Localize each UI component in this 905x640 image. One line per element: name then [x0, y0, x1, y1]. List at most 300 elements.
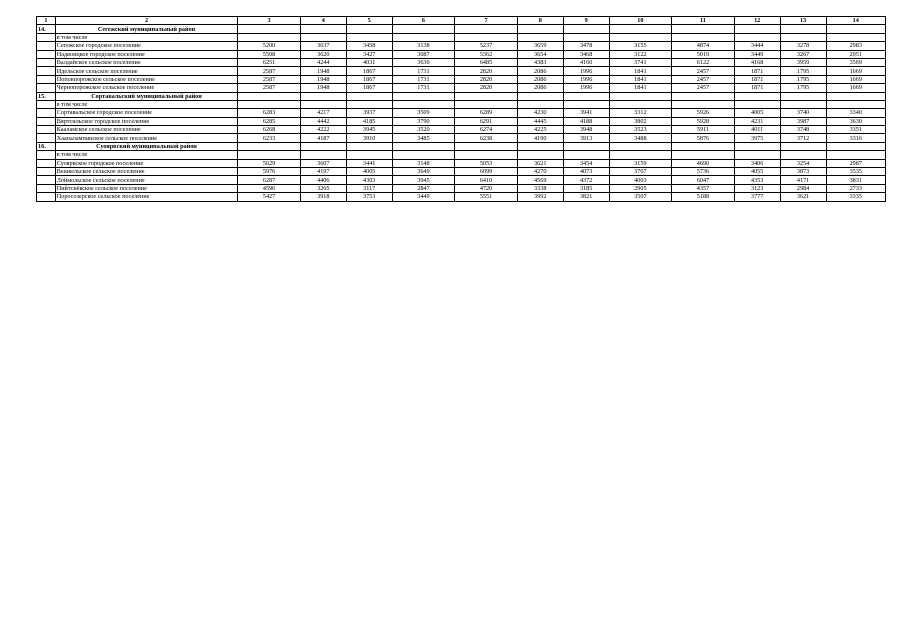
value-cell: 3913	[563, 134, 609, 142]
value-cell: 6099	[455, 168, 518, 176]
empty-cell	[392, 142, 455, 150]
value-cell: 4188	[563, 117, 609, 125]
value-cell: 2820	[455, 75, 518, 83]
value-cell: 5237	[455, 42, 518, 50]
value-cell: 3122	[609, 50, 672, 58]
district-title: Сортавальский муниципальный район	[55, 92, 238, 100]
value-cell: 1867	[346, 84, 392, 92]
settlement-name: Кааламское сельское поселение	[55, 126, 238, 134]
empty-cell	[734, 151, 780, 159]
empty-cell	[455, 142, 518, 150]
value-cell: 5362	[455, 50, 518, 58]
value-cell: 3712	[780, 134, 826, 142]
value-cell: 3155	[609, 42, 672, 50]
value-cell: 5029	[238, 159, 301, 167]
column-header: 6	[392, 17, 455, 25]
value-cell: 3159	[609, 159, 672, 167]
value-cell: 4225	[517, 126, 563, 134]
value-cell: 3607	[300, 159, 346, 167]
value-cell: 6122	[672, 58, 735, 66]
empty-cell	[37, 151, 56, 159]
value-cell: 5019	[672, 50, 735, 58]
settlement-name: Лоймольское сельское поселение	[55, 176, 238, 184]
empty-cell	[780, 33, 826, 41]
value-cell: 3117	[346, 184, 392, 192]
value-cell: 6268	[238, 126, 301, 134]
table-row	[37, 184, 886, 192]
value-cell: 5551	[455, 193, 518, 201]
value-cell: 1996	[563, 75, 609, 83]
value-cell: 3945	[346, 126, 392, 134]
empty-cell	[826, 142, 885, 150]
value-cell: 1841	[609, 67, 672, 75]
empty-cell	[392, 33, 455, 41]
empty-cell	[238, 92, 301, 100]
value-cell: 1996	[563, 67, 609, 75]
value-cell: 4720	[455, 184, 518, 192]
district-row	[37, 25, 886, 33]
value-cell: 4187	[300, 134, 346, 142]
value-cell: 3316	[826, 134, 885, 142]
empty-cell	[37, 176, 56, 184]
value-cell: 1795	[780, 67, 826, 75]
value-cell: 3620	[300, 50, 346, 58]
empty-cell	[392, 151, 455, 159]
value-cell: 6251	[238, 58, 301, 66]
empty-cell	[37, 67, 56, 75]
value-cell: 3427	[346, 50, 392, 58]
value-cell: 2457	[672, 75, 735, 83]
value-cell: 3468	[563, 50, 609, 58]
value-cell: 2984	[780, 184, 826, 192]
empty-cell	[300, 100, 346, 108]
empty-cell	[37, 33, 56, 41]
value-cell: 3458	[346, 42, 392, 50]
value-cell: 5508	[238, 50, 301, 58]
empty-cell	[563, 25, 609, 33]
value-cell: 1871	[734, 75, 780, 83]
value-cell: 2587	[238, 75, 301, 83]
column-header: 4	[300, 17, 346, 25]
value-cell: 3278	[780, 42, 826, 50]
value-cell: 1731	[392, 75, 455, 83]
value-cell: 3509	[392, 109, 455, 117]
empty-cell	[517, 151, 563, 159]
value-cell: 1669	[826, 75, 885, 83]
value-cell: 3937	[346, 109, 392, 117]
column-header: 9	[563, 17, 609, 25]
header-row	[37, 17, 886, 25]
value-cell: 4011	[734, 126, 780, 134]
empty-cell	[734, 100, 780, 108]
value-cell: 2587	[238, 84, 301, 92]
empty-cell	[826, 25, 885, 33]
empty-cell	[455, 151, 518, 159]
value-cell: 3406	[734, 159, 780, 167]
empty-cell	[734, 25, 780, 33]
column-header: 7	[455, 17, 518, 25]
column-header: 1	[37, 17, 56, 25]
empty-cell	[37, 75, 56, 83]
table-row	[37, 50, 886, 58]
value-cell: 3485	[392, 134, 455, 142]
empty-cell	[455, 92, 518, 100]
value-cell: 2086	[517, 75, 563, 83]
empty-cell	[238, 100, 301, 108]
empty-cell	[37, 184, 56, 192]
value-cell: 3741	[609, 58, 672, 66]
empty-cell	[826, 33, 885, 41]
value-cell: 2951	[826, 50, 885, 58]
subtitle-label: в том числе	[55, 151, 238, 159]
value-cell: 1731	[392, 84, 455, 92]
value-cell: 6283	[238, 109, 301, 117]
value-cell: 1731	[392, 67, 455, 75]
value-cell: 6289	[455, 109, 518, 117]
value-cell: 3087	[392, 50, 455, 58]
value-cell: 4231	[734, 117, 780, 125]
district-number: 14.	[37, 25, 56, 33]
table-row	[37, 117, 886, 125]
value-cell: 3338	[517, 184, 563, 192]
empty-cell	[455, 25, 518, 33]
district-title: Сегежский муниципальный район	[55, 25, 238, 33]
value-cell: 4690	[672, 159, 735, 167]
settlement-name: Сортавальское городское поселение	[55, 109, 238, 117]
value-cell: 3138	[392, 42, 455, 50]
column-header: 13	[780, 17, 826, 25]
settlement-name: Вяртсильское городское поселение	[55, 117, 238, 125]
settlement-name: Суоярвское городское поселение	[55, 159, 238, 167]
empty-cell	[826, 92, 885, 100]
value-cell: 5053	[455, 159, 518, 167]
value-cell: 6047	[672, 176, 735, 184]
value-cell: 1841	[609, 84, 672, 92]
empty-cell	[609, 100, 672, 108]
empty-cell	[37, 100, 56, 108]
value-cell: 1669	[826, 67, 885, 75]
value-cell: 6233	[238, 134, 301, 142]
empty-cell	[346, 100, 392, 108]
settlement-name: Сегежское городское поселение	[55, 42, 238, 50]
value-cell: 4303	[346, 176, 392, 184]
value-cell: 2457	[672, 84, 735, 92]
column-header: 2	[55, 17, 238, 25]
value-cell: 3630	[826, 117, 885, 125]
value-cell: 3831	[826, 176, 885, 184]
column-header: 8	[517, 17, 563, 25]
value-cell: 4171	[780, 176, 826, 184]
table-row	[37, 134, 886, 142]
settlement-name: Вешкельское сельское поселение	[55, 168, 238, 176]
empty-cell	[346, 151, 392, 159]
empty-cell	[672, 100, 735, 108]
empty-cell	[517, 33, 563, 41]
value-cell: 3740	[780, 109, 826, 117]
empty-cell	[563, 151, 609, 159]
value-cell: 3312	[609, 109, 672, 117]
value-cell: 3753	[346, 193, 392, 201]
empty-cell	[37, 42, 56, 50]
empty-cell	[517, 92, 563, 100]
value-cell: 3523	[609, 126, 672, 134]
value-cell: 3748	[780, 126, 826, 134]
value-cell: 4874	[672, 42, 735, 50]
value-cell: 6274	[455, 126, 518, 134]
value-cell: 1948	[300, 67, 346, 75]
value-cell: 4372	[563, 176, 609, 184]
empty-cell	[609, 25, 672, 33]
empty-cell	[517, 142, 563, 150]
empty-cell	[455, 100, 518, 108]
value-cell: 3777	[734, 193, 780, 201]
empty-cell	[37, 109, 56, 117]
value-cell: 4005	[734, 109, 780, 117]
table-row	[37, 84, 886, 92]
value-cell: 5926	[672, 109, 735, 117]
value-cell: 5736	[672, 168, 735, 176]
column-header: 3	[238, 17, 301, 25]
empty-cell	[780, 142, 826, 150]
empty-cell	[672, 142, 735, 150]
value-cell: 3649	[392, 168, 455, 176]
value-cell: 3941	[563, 109, 609, 117]
value-cell: 2820	[455, 67, 518, 75]
value-cell: 5188	[672, 193, 735, 201]
value-cell: 4244	[300, 58, 346, 66]
value-cell: 3659	[517, 42, 563, 50]
empty-cell	[238, 33, 301, 41]
settlement-name: Хаапалампинское сельское поселение	[55, 134, 238, 142]
value-cell: 3975	[734, 134, 780, 142]
empty-cell	[346, 142, 392, 150]
value-cell: 1948	[300, 75, 346, 83]
column-header: 14	[826, 17, 885, 25]
value-cell: 1871	[734, 84, 780, 92]
value-cell: 4031	[346, 58, 392, 66]
district-number: 16.	[37, 142, 56, 150]
empty-cell	[37, 159, 56, 167]
value-cell: 3959	[780, 58, 826, 66]
settlement-name: Надвоицкое городское поселение	[55, 50, 238, 58]
value-cell: 2733	[826, 184, 885, 192]
empty-cell	[300, 25, 346, 33]
empty-cell	[826, 100, 885, 108]
value-cell: 4445	[517, 117, 563, 125]
table-row	[37, 168, 886, 176]
value-cell: 3520	[392, 126, 455, 134]
column-header: 11	[672, 17, 735, 25]
empty-cell	[346, 92, 392, 100]
empty-cell	[37, 193, 56, 201]
empty-cell	[563, 100, 609, 108]
value-cell: 3444	[734, 42, 780, 50]
table-row	[37, 58, 886, 66]
value-cell: 5427	[238, 193, 301, 201]
empty-cell	[563, 142, 609, 150]
value-cell: 2820	[455, 84, 518, 92]
value-cell: 3630	[392, 58, 455, 66]
empty-cell	[780, 151, 826, 159]
value-cell: 3621	[780, 193, 826, 201]
table-row	[37, 42, 886, 50]
value-cell: 4270	[517, 168, 563, 176]
empty-cell	[300, 33, 346, 41]
value-cell: 2847	[392, 184, 455, 192]
empty-cell	[238, 25, 301, 33]
table-row	[37, 67, 886, 75]
value-cell: 5928	[672, 117, 735, 125]
value-cell: 4357	[672, 184, 735, 192]
value-cell: 5976	[238, 168, 301, 176]
value-cell: 3449	[392, 193, 455, 201]
value-cell: 3254	[780, 159, 826, 167]
value-cell: 3351	[826, 126, 885, 134]
value-cell: 4442	[300, 117, 346, 125]
value-cell: 6291	[455, 117, 518, 125]
value-cell: 1871	[734, 67, 780, 75]
value-cell: 6287	[238, 176, 301, 184]
value-cell: 4353	[734, 176, 780, 184]
value-cell: 4168	[734, 58, 780, 66]
value-cell: 3340	[826, 109, 885, 117]
empty-cell	[455, 33, 518, 41]
value-cell: 3918	[300, 193, 346, 201]
value-cell: 3148	[392, 159, 455, 167]
empty-cell	[563, 33, 609, 41]
value-cell: 4230	[517, 109, 563, 117]
empty-cell	[392, 25, 455, 33]
value-cell: 3267	[780, 50, 826, 58]
empty-cell	[238, 142, 301, 150]
value-cell: 3945	[392, 176, 455, 184]
empty-cell	[563, 92, 609, 100]
empty-cell	[37, 58, 56, 66]
empty-cell	[780, 92, 826, 100]
value-cell: 2905	[609, 184, 672, 192]
column-header: 12	[734, 17, 780, 25]
district-title: Суоярвский муниципальный район	[55, 142, 238, 150]
settlement-name: Валдайское сельское поселение	[55, 58, 238, 66]
empty-cell	[780, 25, 826, 33]
value-cell: 3441	[346, 159, 392, 167]
table-row	[37, 193, 886, 201]
value-cell: 2587	[238, 67, 301, 75]
subtitle-row	[37, 33, 886, 41]
value-cell: 2457	[672, 67, 735, 75]
value-cell: 1867	[346, 75, 392, 83]
settlement-name: Чернопорожское сельское поселение	[55, 84, 238, 92]
empty-cell	[609, 151, 672, 159]
value-cell: 3569	[826, 58, 885, 66]
empty-cell	[672, 25, 735, 33]
tariff-table	[36, 16, 886, 202]
district-row	[37, 142, 886, 150]
value-cell: 3621	[517, 159, 563, 167]
empty-cell	[37, 134, 56, 142]
value-cell: 3335	[826, 193, 885, 201]
value-cell: 3185	[563, 184, 609, 192]
value-cell: 4217	[300, 109, 346, 117]
value-cell: 4406	[300, 176, 346, 184]
empty-cell	[609, 92, 672, 100]
value-cell: 2086	[517, 67, 563, 75]
value-cell: 1948	[300, 84, 346, 92]
empty-cell	[300, 151, 346, 159]
value-cell: 1669	[826, 84, 885, 92]
value-cell: 3948	[563, 126, 609, 134]
settlement-name: Пийтсиёкское сельское поселение	[55, 184, 238, 192]
empty-cell	[37, 117, 56, 125]
value-cell: 6285	[238, 117, 301, 125]
value-cell: 4383	[517, 58, 563, 66]
empty-cell	[609, 142, 672, 150]
empty-cell	[346, 33, 392, 41]
value-cell: 3802	[609, 117, 672, 125]
value-cell: 4596	[238, 184, 301, 192]
table-row	[37, 176, 886, 184]
value-cell: 3987	[780, 117, 826, 125]
value-cell: 3654	[517, 50, 563, 58]
empty-cell	[734, 92, 780, 100]
value-cell: 5200	[238, 42, 301, 50]
value-cell: 6485	[455, 58, 518, 66]
empty-cell	[392, 100, 455, 108]
value-cell: 4005	[346, 168, 392, 176]
settlement-name: Идельское сельское поселение	[55, 67, 238, 75]
column-header: 10	[609, 17, 672, 25]
value-cell: 4222	[300, 126, 346, 134]
value-cell: 4197	[300, 168, 346, 176]
empty-cell	[734, 33, 780, 41]
empty-cell	[780, 100, 826, 108]
value-cell: 3123	[734, 184, 780, 192]
value-cell: 4055	[734, 168, 780, 176]
value-cell: 6410	[455, 176, 518, 184]
value-cell: 5876	[672, 134, 735, 142]
value-cell: 4190	[517, 134, 563, 142]
value-cell: 5911	[672, 126, 735, 134]
empty-cell	[37, 84, 56, 92]
table-row	[37, 159, 886, 167]
value-cell: 6238	[455, 134, 518, 142]
value-cell: 2987	[826, 159, 885, 167]
empty-cell	[672, 92, 735, 100]
value-cell: 3873	[780, 168, 826, 176]
empty-cell	[37, 50, 56, 58]
value-cell: 4160	[563, 58, 609, 66]
empty-cell	[826, 151, 885, 159]
value-cell: 3992	[517, 193, 563, 201]
value-cell: 1867	[346, 67, 392, 75]
value-cell: 4185	[346, 117, 392, 125]
value-cell: 3454	[563, 159, 609, 167]
value-cell: 1795	[780, 75, 826, 83]
value-cell: 3707	[609, 168, 672, 176]
settlement-name: Поповпорожское сельское поселение	[55, 75, 238, 83]
subtitle-row	[37, 151, 886, 159]
value-cell: 1795	[780, 84, 826, 92]
value-cell: 3821	[563, 193, 609, 201]
value-cell: 1841	[609, 75, 672, 83]
value-cell: 1996	[563, 84, 609, 92]
district-number: 15.	[37, 92, 56, 100]
table-body	[37, 17, 886, 202]
empty-cell	[37, 126, 56, 134]
empty-cell	[734, 142, 780, 150]
value-cell: 3265	[300, 184, 346, 192]
value-cell: 3449	[734, 50, 780, 58]
